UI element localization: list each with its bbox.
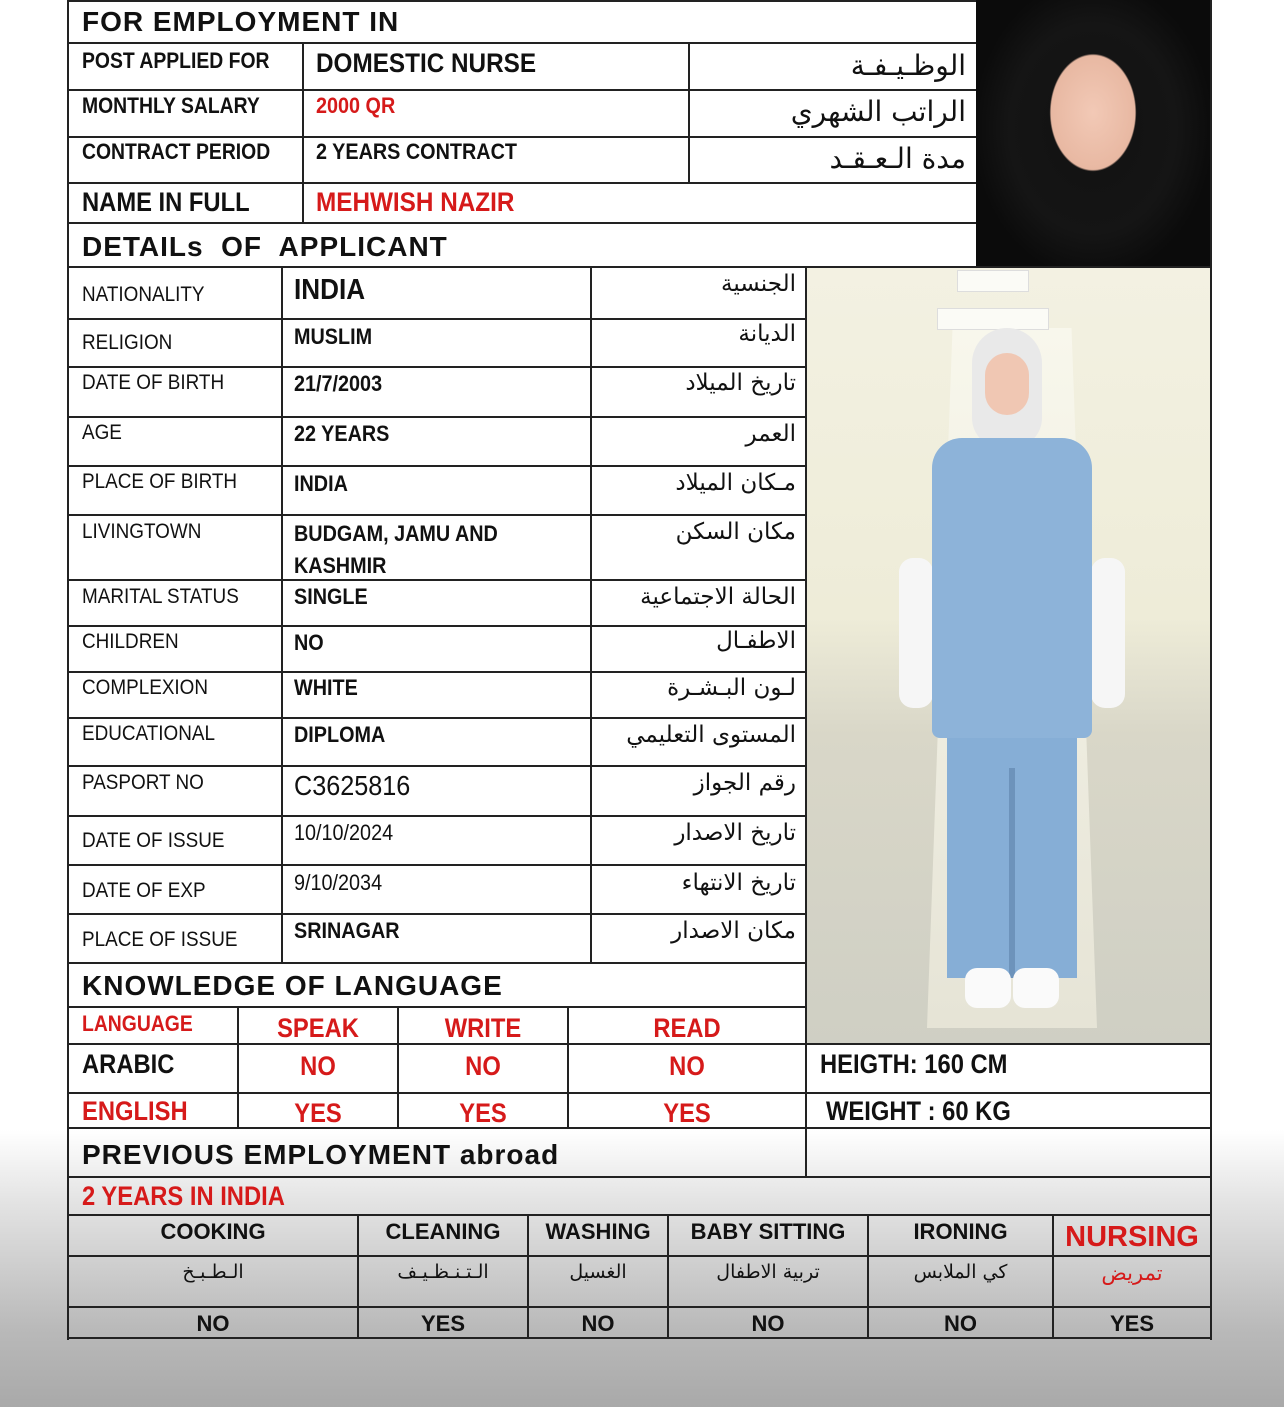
post-value: DOMESTIC NURSE	[316, 48, 537, 78]
detail-label: NATIONALITY	[82, 283, 205, 306]
detail-value: MUSLIM	[294, 324, 373, 349]
detail-value: INDIA	[294, 471, 348, 496]
detail-value: DIPLOMA	[294, 722, 386, 747]
detail-label: AGE	[82, 421, 122, 444]
language-write: NO	[465, 1051, 501, 1081]
skill-label: WASHING	[545, 1219, 651, 1244]
sleeve-figure	[899, 558, 933, 708]
detail-arabic: تاريخ الاصدار	[674, 820, 796, 846]
contract-value: 2 YEARS CONTRACT	[316, 139, 517, 164]
contract-label-arabic: مدة الـعـقـد	[829, 142, 966, 175]
language-read: YES	[663, 1098, 711, 1128]
name-label: NAME IN FULL	[82, 187, 250, 217]
applicant-portrait-photo	[976, 0, 1210, 268]
salary-label-arabic: الراتب الشهري	[790, 95, 966, 128]
detail-label: COMPLEXION	[82, 676, 209, 699]
detail-label: RELIGION	[82, 331, 173, 354]
language-name: ENGLISH	[82, 1096, 188, 1126]
skill-value: YES	[420, 1311, 466, 1336]
skill-label-arabic: تربية الاطفال	[716, 1261, 820, 1283]
skill-value: NO	[581, 1311, 615, 1336]
skill-label-arabic: كي الملابس	[913, 1261, 1008, 1283]
detail-value: 22 YEARS	[294, 421, 390, 446]
employment-history-value: 2 YEARS IN INDIA	[82, 1181, 285, 1211]
skill-label-arabic: الـطـبـخ	[182, 1261, 244, 1283]
detail-label: LIVINGTOWN	[82, 520, 202, 543]
salary-label: MONTHLY SALARY	[82, 93, 260, 118]
language-read: NO	[669, 1051, 705, 1081]
language-write: YES	[459, 1098, 507, 1128]
detail-value: SINGLE	[294, 584, 368, 609]
language-speak: NO	[300, 1051, 336, 1081]
details-title: DETAILs OF APPLICANT	[82, 231, 448, 262]
post-label: POST APPLIED FOR	[82, 48, 270, 73]
post-label-arabic: الوظـيـفـة	[850, 49, 966, 82]
skill-label: NURSING	[1065, 1221, 1199, 1253]
detail-label: DATE OF ISSUE	[82, 829, 225, 852]
salary-value: 2000 QR	[316, 93, 396, 118]
detail-value: SRINAGAR	[294, 918, 400, 943]
detail-label: PASPORT NO	[82, 771, 204, 794]
detail-value: 10/10/2024	[294, 820, 394, 845]
detail-arabic: الحالة الاجتماعية	[640, 584, 796, 610]
language-header-language: LANGUAGE	[82, 1011, 193, 1036]
detail-label: PLACE OF ISSUE	[82, 928, 238, 951]
detail-value: C3625816	[294, 770, 411, 801]
detail-label: DATE OF EXP	[82, 879, 206, 902]
detail-value: NO	[294, 630, 324, 655]
detail-label: PLACE OF BIRTH	[82, 470, 238, 493]
detail-arabic: العمر	[745, 421, 796, 447]
name-value: MEHWISH NAZIR	[316, 187, 515, 217]
ceiling-lamp	[957, 270, 1029, 292]
language-name: ARABIC	[82, 1049, 175, 1079]
skill-label-arabic: تمريض	[1101, 1261, 1163, 1285]
detail-value: 9/10/2034	[294, 870, 383, 895]
detail-arabic: تاريخ الميلاد	[685, 370, 796, 396]
detail-value: BUDGAM, JAMU AND	[294, 521, 498, 546]
detail-arabic: الديانة	[738, 321, 796, 347]
detail-value: 21/7/2003	[294, 371, 383, 396]
applicant-full-body-photo	[807, 268, 1210, 1044]
detail-label: MARITAL STATUS	[82, 585, 239, 608]
detail-label: DATE OF BIRTH	[82, 371, 225, 394]
detail-label: EDUCATIONAL	[82, 722, 216, 745]
detail-arabic: رقم الجواز	[693, 770, 796, 796]
language-speak: YES	[294, 1098, 342, 1128]
height-value: HEIGTH: 160 CM	[820, 1049, 1008, 1079]
shoe-figure	[1013, 968, 1059, 1008]
language-header-speak: SPEAK	[277, 1013, 359, 1043]
detail-value: INDIA	[294, 274, 366, 306]
skill-value: NO	[944, 1311, 977, 1336]
detail-label: CHILDREN	[82, 630, 179, 653]
employment-history-title: PREVIOUS EMPLOYMENT abroad	[82, 1139, 560, 1170]
skill-label: COOKING	[160, 1219, 266, 1244]
contract-label: CONTRACT PERIOD	[82, 139, 271, 164]
skill-value: NO	[196, 1311, 230, 1336]
detail-arabic: مـكان الميلاد	[675, 470, 796, 496]
sleeve-figure	[1091, 558, 1125, 708]
detail-arabic: مكان السكن	[675, 519, 796, 545]
scrubs-top-figure	[932, 438, 1092, 738]
detail-arabic: المستوى التعليمي	[626, 722, 796, 748]
skill-value: NO	[751, 1311, 785, 1336]
detail-arabic: مكان الاصدار	[671, 918, 796, 944]
skill-label: BABY SITTING	[690, 1219, 846, 1244]
skill-label-arabic: الغسيل	[569, 1261, 627, 1283]
pants-gap	[1009, 768, 1015, 978]
detail-value: WHITE	[294, 675, 358, 700]
weight-value: WEIGHT : 60 KG	[826, 1096, 1011, 1126]
skill-label: IRONING	[913, 1219, 1008, 1244]
language-title: KNOWLEDGE OF LANGUAGE	[82, 970, 503, 1001]
language-header-write: WRITE	[444, 1013, 522, 1043]
employment-title: FOR EMPLOYMENT IN	[82, 6, 400, 37]
detail-value-line2: KASHMIR	[294, 553, 387, 578]
language-header-read: READ	[653, 1013, 721, 1043]
skill-label: CLEANING	[385, 1219, 501, 1244]
ceiling-lamp	[937, 308, 1049, 330]
detail-arabic: الاطفـال	[716, 628, 796, 654]
detail-arabic: لـون البـشـرة	[667, 675, 796, 701]
face-figure	[985, 353, 1029, 415]
shoe-figure	[965, 968, 1011, 1008]
detail-arabic: الجنسية	[721, 271, 796, 297]
skill-value: YES	[1109, 1311, 1155, 1336]
detail-arabic: تاريخ الانتهاء	[681, 870, 796, 896]
skill-label-arabic: الـتـنـظـيـف	[397, 1261, 489, 1283]
